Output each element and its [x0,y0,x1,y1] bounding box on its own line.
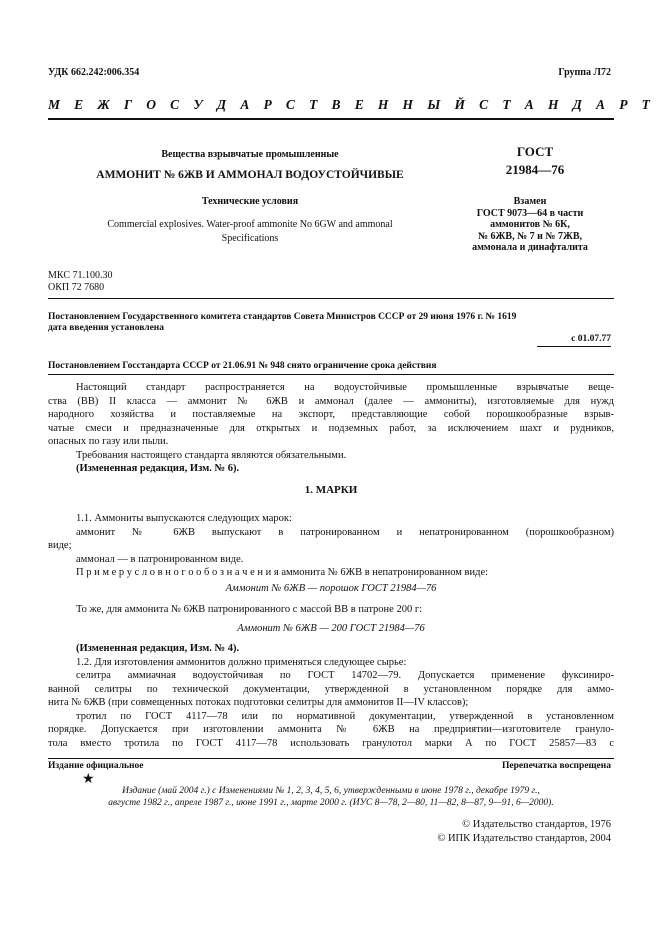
document-title: АММОНИТ № 6ЖВ И АММОНАЛ ВОДОУСТОЙЧИВЫЕ [96,169,404,181]
okp-code: ОКП 72 7680 [48,282,105,293]
intro-line: ства (ВВ) II класса — аммонит № 6ЖВ и аммонал (далее — аммониты), изготовляемые для нужд [48,395,614,407]
edition-note-2: августе 1982 г., апреле 1987 г., июне 1991 г., марте 2000 г. (ИУС 8—78, 2—80, 11—82, 8—87, 9—91, 6—2000). [108,798,554,808]
clause-1-2: 1.2. Для изготовления аммонитов должно применяться следующее сырье: [76,656,407,668]
example-label-rest: аммонита № 6ЖВ в непатронированном виде: [281,567,489,578]
intro-paragraph [48,381,614,476]
intro-line: Настоящий стандарт распространяется на водоустойчивые промышленные взрывчатые веще- [76,382,614,393]
clause-1-1: 1.1. Аммониты выпускаются следующих марок: [76,513,292,524]
replaces-line: № 6ЖВ, № 7 и № 7ЖВ, [477,230,583,242]
replaces-block [440,196,620,254]
official-edition: Издание официальное [48,761,144,771]
copyright-2004: © ИПК Издательство стандартов, 2004 [437,833,611,844]
standard-banner: М Е Ж Г О С У Д А Р С Т В Е Н Н Ы Й С Т А Н Д А Р Т [48,97,656,112]
intro-line: народного хозяйства и поставляемые на экспорт, представляющие собой порошкообразные взрыв- [48,409,614,420]
clause-1-1-a: аммонит № 6ЖВ выпускают в патронированном и непатронированном (порошкообразном) [76,526,614,538]
example-intro [48,566,614,580]
example-designation-1: Аммонит № 6ЖВ — порошок ГОСТ 21984—76 [225,583,437,594]
intro-line: опасных по газу или пыли. [48,436,169,447]
group-code: Группа Л72 [558,67,611,78]
decree-line-3: Постановлением Госстандарта СССР от 21.06.91 № 948 снято ограничение срока действия [48,361,437,371]
intro-line: чатые смеси и предназначенные для открытых и подземных работ, за исключением шахт и рудников, [48,422,614,434]
clause-1-1-a-end: виде; [48,540,72,551]
decree-date-underline [537,346,611,347]
mks-code: МКС 71.100.30 [48,270,113,281]
section-1-heading: 1. МАРКИ [304,484,358,496]
decree-line-2: дата введения установлена [48,323,165,333]
intro-mandatory: Требования настоящего стандарта являются обязательными. [76,449,347,461]
clause-1-2-a-end: нита № 6ЖВ (при совмещенных потоках подготовки селитры для аммонитов II—IV классов); [48,697,469,708]
replaces-line: аммонала и динафталита [472,242,588,253]
udk-code: УДК 662.242:006.354 [48,67,140,78]
header-rule [48,118,614,120]
example-label: П р и м е р у с л о в н о г о о б о з н а ч е н и я [76,567,279,578]
footer-rule [48,758,614,759]
section-1-body-2 [48,642,614,750]
intro-change-note: (Измененная редакция, Изм. № 6). [76,463,240,474]
star-icon: ★ [82,772,95,787]
gost-label: ГОСТ [516,144,554,159]
clause-1-2-b: порядке. Допускается при изготовлении аммонита № 6ЖВ на предприятии—изготовителе грануло- [48,724,614,735]
english-subtitle: Specifications [221,233,279,244]
replaces-line: Взамен [513,196,547,207]
reprint-forbidden: Перепечатка воспрещена [501,761,611,771]
change-note-4: (Измененная редакция, Изм. № 4). [76,643,240,654]
document-subtitle: Технические условия [201,196,299,207]
document-category: Вещества взрывчатые промышленные [161,149,339,160]
edition-note-1: Издание (май 2004 г.) с Изменениями № 1, 2, 3, 4, 5, 6, утвержденными в июне 1978 г., декабре 1979 г., [122,786,540,796]
english-title: Commercial explosives. Water-proof ammonite No 6GW and ammonal [107,219,393,230]
decree-line-1: Постановлением Государственного комитета стандартов Совета Министров СССР от 29 июня 1976 г. № 1619 [48,312,517,322]
clause-1-2-a: селитра аммиачная водоустойчивая по ГОСТ 14702—79. Допускается применение фуксиниро- [76,670,614,681]
clause-1-2-b: тротил по ГОСТ 4117—78 или по нормативной документации, утвержденной в установленном [76,710,614,722]
copyright-1976: © Издательство стандартов, 1976 [462,819,611,830]
gost-number: 21984—76 [505,162,565,177]
same-text: То же, для аммонита № 6ЖВ патронированного с массой ВВ в патроне 200 г: [76,604,423,615]
decree-date: с 01.07.77 [571,334,611,344]
section-1-body [48,512,614,580]
decree-rule [48,374,614,375]
replaces-line: аммонитов № 6К, [490,219,570,230]
clause-1-2-b: тола вместо тротила по ГОСТ 4117—78 использовать гранулотол марки А по ГОСТ 25857—83 с [48,737,614,749]
clause-1-2-a: ванной селитры по технической документации, утвержденной в установленном порядке для аммо- [48,683,614,695]
example-designation-2: Аммонит № 6ЖВ — 200 ГОСТ 21984—76 [237,623,425,634]
codes-rule [48,298,614,299]
replaces-line: ГОСТ 9073—64 в части [476,207,584,219]
clause-1-1-b: аммонал — в патронированном виде. [76,553,244,565]
